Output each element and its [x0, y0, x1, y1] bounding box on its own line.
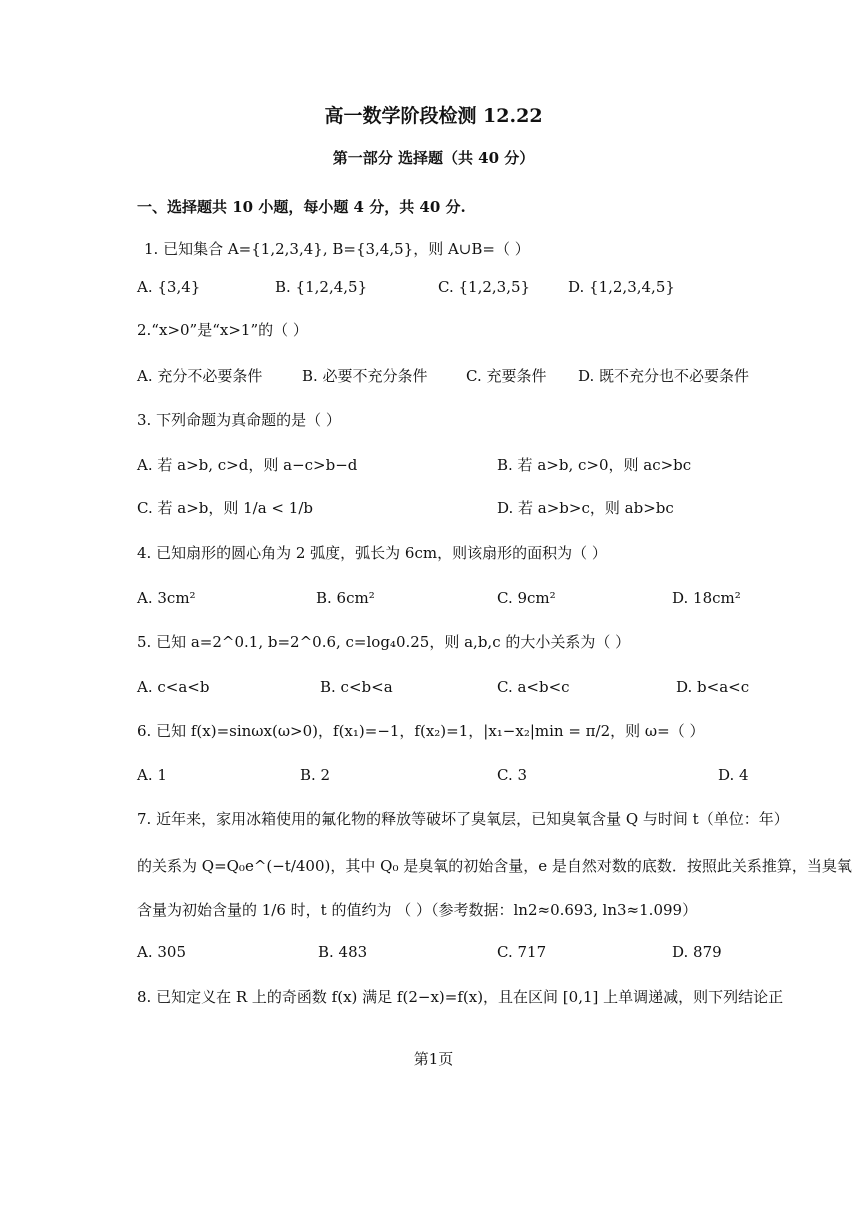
question-5-option-d: D. b<a<c: [676, 678, 750, 696]
question-7-stem-line-1: 7. 近年来，家用冰箱使用的氟化物的释放等破坏了臭氧层，已知臭氧含量 Q 与时间 t（单位：年）: [137, 810, 789, 828]
question-6-option-b: B. 2: [300, 766, 331, 784]
question-1-option-c: C. {1,2,3,5}: [438, 278, 531, 296]
question-7-stem-line-3: 含量为初始含量的 1/6 时，t 的值约为 （ ）（参考数据：ln2≈0.693, ln3≈1.099）: [137, 901, 698, 919]
question-5-option-a: A. c<a<b: [137, 678, 210, 696]
question-7-option-c: C. 717: [497, 943, 547, 961]
question-6-option-c: C. 3: [497, 766, 528, 784]
question-2-option-c: C. 充要条件: [466, 367, 547, 385]
question-6-option-a: A. 1: [137, 766, 167, 784]
question-7-stem-line-2: 的关系为 Q=Q₀e^(−t/400)，其中 Q₀ 是臭氧的初始含量，e 是自然对数的底数．按照此关系推算，当臭氧: [137, 857, 852, 875]
part-heading: 第一部分 选择题（共 40 分）: [332, 149, 535, 167]
question-2-option-b: B. 必要不充分条件: [302, 367, 428, 385]
question-1-option-d: D. {1,2,3,4,5}: [568, 278, 675, 296]
question-5-stem: 5. 已知 a=2^0.1, b=2^0.6, c=log₄0.25，则 a,b,c 的大小关系为（ ）: [137, 633, 631, 651]
question-7-option-d: D. 879: [672, 943, 722, 961]
page-title: 高一数学阶段检测 12.22: [324, 105, 543, 127]
question-4-option-a: A. 3cm²: [137, 589, 196, 607]
question-6-stem: 6. 已知 f(x)=sinωx(ω>0)，f(x₁)=−1，f(x₂)=1，|x₁−x₂|min = π/2，则 ω=（ ）: [137, 722, 705, 740]
question-4-option-b: B. 6cm²: [316, 589, 375, 607]
question-6-option-d: D. 4: [718, 766, 749, 784]
question-3-stem: 3. 下列命题为真命题的是（ ）: [137, 411, 341, 429]
question-3-option-a: A. 若 a>b, c>d，则 a−c>b−d: [137, 456, 358, 474]
question-2-option-a: A. 充分不必要条件: [137, 367, 263, 385]
question-2-stem: 2.“x>0”是“x>1”的（ ）: [137, 321, 308, 339]
question-4-stem: 4. 已知扇形的圆心角为 2 弧度，弧长为 6cm，则该扇形的面积为（ ）: [137, 544, 607, 562]
question-7-option-a: A. 305: [137, 943, 186, 961]
question-4-option-c: C. 9cm²: [497, 589, 556, 607]
question-1-option-a: A. {3,4}: [137, 278, 201, 296]
question-8-stem: 8. 已知定义在 R 上的奇函数 f(x) 满足 f(2−x)=f(x)，且在区间 [0,1] 上单调递减，则下列结论正: [137, 988, 784, 1006]
question-2-option-d: D. 既不充分也不必要条件: [578, 367, 750, 385]
section-heading: 一、选择题共 10 小题，每小题 4 分，共 40 分.: [137, 198, 466, 216]
question-4-option-d: D. 18cm²: [672, 589, 741, 607]
question-7-option-b: B. 483: [318, 943, 368, 961]
question-3-option-b: B. 若 a>b, c>0，则 ac>bc: [497, 456, 692, 474]
page-number: 第1页: [413, 1050, 454, 1068]
question-1-stem: 1. 已知集合 A={1,2,3,4}, B={3,4,5}，则 A∪B=（ ）: [144, 240, 530, 258]
question-1-option-b: B. {1,2,4,5}: [275, 278, 368, 296]
question-3-option-c: C. 若 a>b，则 1/a < 1/b: [137, 499, 313, 517]
question-3-option-d: D. 若 a>b>c，则 ab>bc: [497, 499, 674, 517]
question-5-option-b: B. c<b<a: [320, 678, 393, 696]
question-5-option-c: C. a<b<c: [497, 678, 570, 696]
